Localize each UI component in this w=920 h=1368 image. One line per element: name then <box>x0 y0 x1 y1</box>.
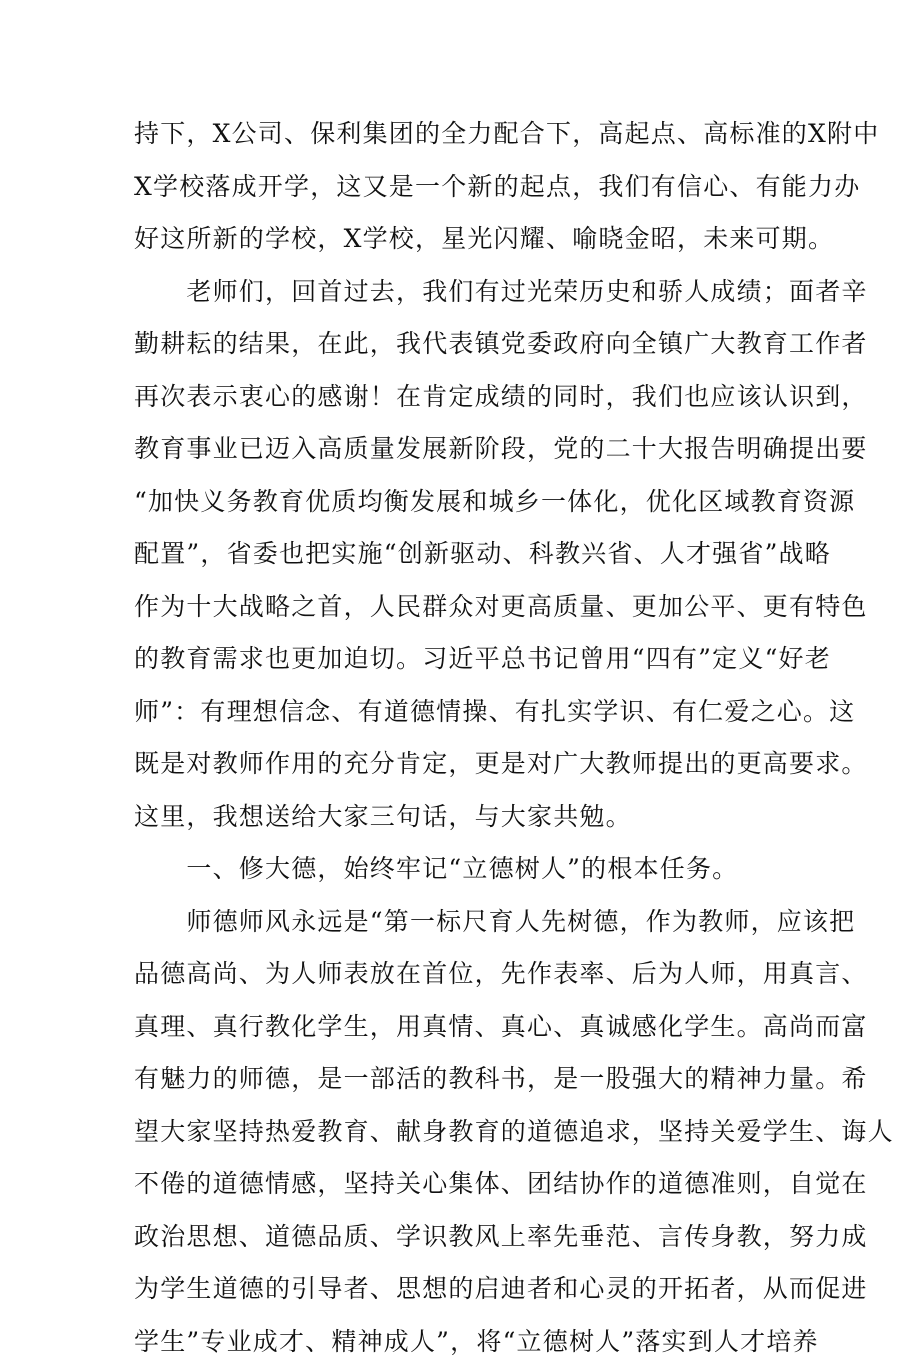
text-line: 学生”专业成才、精神成人”，将“立德树人”落实到人才培养 <box>134 1316 794 1368</box>
text-line: “加快义务教育优质均衡发展和城乡一体化，优化区域教育资源 <box>134 476 794 529</box>
text-line: 政治思想、道德品质、学识教风上率先垂范、言传身教，努力成 <box>134 1211 794 1264</box>
text-line: 不倦的道德情感，坚持关心集体、团结协作的道德准则，自觉在 <box>134 1158 794 1211</box>
text-line: 勤耕耘的结果，在此，我代表镇党委政府向全镇广大教育工作者 <box>134 318 794 371</box>
text-line: 的教育需求也更加迫切。习近平总书记曾用“四有”定义“好老 <box>134 633 794 686</box>
text-line: 望大家坚持热爱教育、献身教育的道德追求，坚持关爱学生、诲人 <box>134 1106 794 1159</box>
document-body <box>134 108 794 1368</box>
text-line: 真理、真行教化学生，用真情、真心、真诚感化学生。高尚而富 <box>134 1001 794 1054</box>
text-line: 再次表示衷心的感谢！在肯定成绩的同时，我们也应该认识到， <box>134 371 794 424</box>
text-line: 既是对教师作用的充分肯定，更是对广大教师提出的更高要求。 <box>134 738 794 791</box>
text-line: 师”：有理想信念、有道德情操、有扎实学识、有仁爱之心。这 <box>134 686 794 739</box>
text-line: 配置”，省委也把实施“创新驱动、科教兴省、人才强省”战略 <box>134 528 794 581</box>
text-line: 这里，我想送给大家三句话，与大家共勉。 <box>134 791 794 844</box>
text-line: 老师们，回首过去，我们有过光荣历史和骄人成绩；面者辛 <box>134 266 794 319</box>
text-line: 持下，X公司、保利集团的全力配合下，高起点、高标准的X附中 <box>134 108 794 161</box>
text-line: 好这所新的学校，X学校，星光闪耀、喻晓金昭，未来可期。 <box>134 213 794 266</box>
text-line: 品德高尚、为人师表放在首位，先作表率、后为人师，用真言、 <box>134 948 794 1001</box>
text-line: 作为十大战略之首，人民群众对更高质量、更加公平、更有特色 <box>134 581 794 634</box>
text-line: 有魅力的师德，是一部活的教科书，是一股强大的精神力量。希 <box>134 1053 794 1106</box>
text-line: 为学生道德的引导者、思想的启迪者和心灵的开拓者，从而促进 <box>134 1263 794 1316</box>
text-line: 师德师风永远是“第一标尺育人先树德，作为教师，应该把 <box>134 896 794 949</box>
section-heading: 一、修大德，始终牢记“立德树人”的根本任务。 <box>134 843 794 896</box>
text-line: 教育事业已迈入高质量发展新阶段，党的二十大报告明确提出要 <box>134 423 794 476</box>
text-line: X学校落成开学，这又是一个新的起点，我们有信心、有能力办 <box>134 161 794 214</box>
